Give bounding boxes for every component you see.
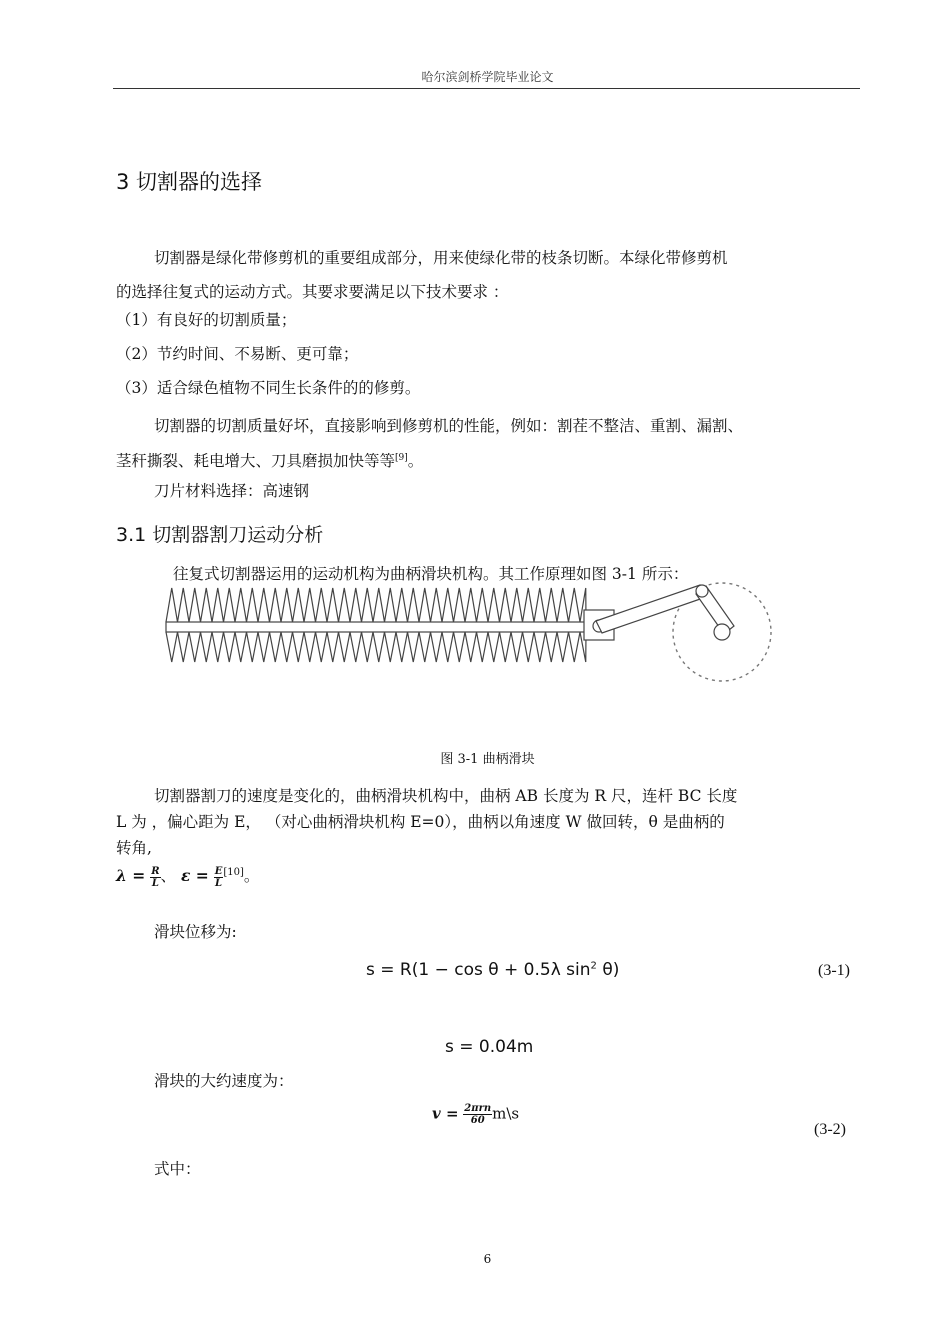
epsilon-numerator: E bbox=[214, 865, 223, 877]
ratio-end: 。 bbox=[243, 867, 260, 886]
requirement-item: （3）适合绿色植物不同生长条件的的修剪。 bbox=[116, 379, 421, 397]
epsilon-symbol: ε = bbox=[180, 866, 209, 886]
velocity-fraction bbox=[463, 1103, 492, 1126]
velocity-unit: m\s bbox=[492, 1104, 520, 1123]
epsilon-denominator: L bbox=[215, 877, 223, 889]
exponent: 2 bbox=[590, 960, 597, 972]
lambda-denominator: L bbox=[151, 877, 159, 889]
quality-line-1: 切割器的切割质量好坏，直接影响到修剪机的性能，例如：割茬不整洁、重割、漏割、 bbox=[154, 417, 744, 435]
displacement-equation bbox=[366, 960, 619, 980]
epsilon-fraction bbox=[214, 866, 224, 889]
page-number: 6 bbox=[483, 1252, 492, 1266]
velocity-denominator: 60 bbox=[470, 1115, 485, 1126]
ratio-definitions bbox=[116, 862, 259, 889]
crank-slider-figure bbox=[160, 580, 780, 690]
header-rule bbox=[113, 88, 860, 89]
velocity-equation bbox=[432, 1103, 519, 1126]
crank-pin bbox=[696, 585, 708, 597]
mechanism-intro: 往复式切割器运用的运动机构为曲柄滑块机构。其工作原理如图 3-1 所示： bbox=[173, 565, 689, 583]
ratio-separator: 、 bbox=[160, 867, 177, 886]
displacement-label: 滑块位移为: bbox=[154, 923, 237, 941]
section-heading: 3 切割器的选择 bbox=[116, 170, 263, 194]
figure-caption: 图 3-1 曲柄滑块 bbox=[440, 752, 535, 767]
quality-line-2 bbox=[116, 447, 423, 472]
speed-line-2: L 为 ，偏心距为 E， （对心曲柄滑块机构 E=0），曲柄以角速度 W 做回转，θ 是曲柄的 bbox=[116, 813, 725, 831]
crank-pivot bbox=[714, 624, 730, 640]
displacement-equation-main: s = R(1 − cos θ + 0.5λ sin bbox=[366, 960, 591, 980]
displacement-value: s = 0.04m bbox=[445, 1037, 534, 1057]
running-header: 哈尔滨剑桥学院毕业论文 bbox=[421, 70, 554, 84]
displacement-equation-tail: θ) bbox=[596, 960, 620, 980]
requirement-item: （1）有良好的切割质量； bbox=[116, 311, 297, 329]
lambda-symbol: λ = bbox=[116, 866, 146, 886]
speed-line-1: 切割器割刀的速度是变化的，曲柄滑块机构中，曲柄 AB 长度为 R 尺，连杆 BC 长度 bbox=[154, 787, 738, 805]
equation-number: (3-2) bbox=[814, 1121, 846, 1138]
intro-line-1: 切割器是绿化带修剪机的重要组成部分，用来使绿化带的枝条切断。本绿化带修剪机 bbox=[154, 249, 728, 267]
requirement-item: （2）节约时间、不易断、更可靠； bbox=[116, 345, 359, 363]
quality-line-2-end: 。 bbox=[407, 452, 424, 471]
where-label: 式中： bbox=[154, 1160, 201, 1178]
intro-line-2: 的选择往复式的运动方式。其要求要满足以下技术要求 ： bbox=[116, 283, 509, 301]
citation-ref: [9] bbox=[395, 453, 408, 463]
material-line: 刀片材料选择：高速钢 bbox=[154, 482, 310, 500]
cutter-bar bbox=[166, 622, 586, 632]
lambda-fraction bbox=[150, 866, 160, 889]
velocity-lhs: v = bbox=[432, 1104, 459, 1123]
subsection-heading: 3.1 切割器割刀运动分析 bbox=[116, 524, 324, 546]
citation-ref: [10] bbox=[223, 867, 244, 878]
velocity-numerator: 2πrn bbox=[464, 1103, 492, 1114]
velocity-label: 滑块的大约速度为： bbox=[154, 1072, 294, 1090]
equation-number: (3-1) bbox=[818, 962, 850, 979]
speed-line-3: 转角, bbox=[116, 839, 152, 857]
quality-line-2-text: 茎秆撕裂、耗电增大、刀具磨损加快等等 bbox=[116, 452, 396, 471]
connecting-rod bbox=[596, 585, 706, 633]
lambda-numerator: R bbox=[151, 865, 160, 877]
